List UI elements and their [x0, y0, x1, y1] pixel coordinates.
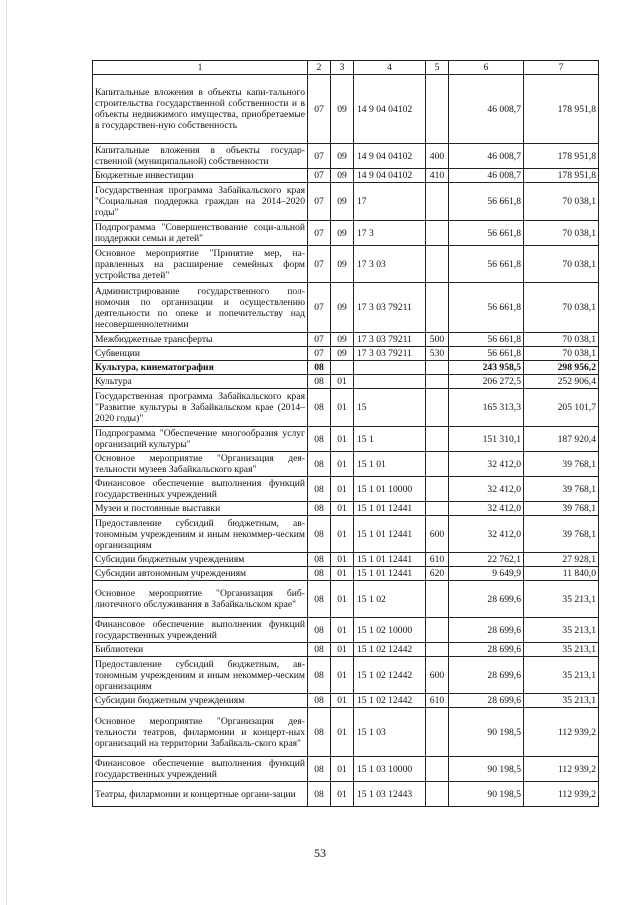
- expense-type-code: [426, 183, 449, 221]
- section-code: 08: [308, 427, 331, 452]
- subsection-code: 01: [331, 477, 354, 502]
- target-article-code: 15 1 03 10000: [354, 757, 426, 782]
- table-row: [93, 361, 599, 375]
- table-row: [93, 375, 599, 389]
- amount-year-2: 187 920,4: [524, 427, 599, 452]
- column-header: 1: [93, 61, 308, 75]
- table-row: [93, 333, 599, 347]
- amount-year-1: 22 762,1: [449, 553, 524, 567]
- section-code: 07: [308, 333, 331, 347]
- amount-year-1: 56 661,8: [449, 283, 524, 333]
- section-code: 08: [308, 477, 331, 502]
- section-code: 08: [308, 361, 331, 375]
- amount-year-2: 112 939,2: [524, 708, 599, 757]
- section-code: 07: [308, 221, 331, 246]
- subsection-code: 01: [331, 502, 354, 516]
- expense-type-code: [426, 782, 449, 807]
- table-header: [93, 61, 599, 75]
- expense-type-code: 410: [426, 169, 449, 183]
- amount-year-2: 35 213,1: [524, 643, 599, 657]
- amount-year-1: 56 661,8: [449, 221, 524, 246]
- amount-year-2: 70 038,1: [524, 347, 599, 361]
- item-name: Предоставление субсидий бюджетным, ав-тономным учреждениям и иным некоммер-ческим организациям: [93, 516, 308, 553]
- subsection-code: 09: [331, 144, 354, 169]
- table-row: [93, 581, 599, 618]
- section-code: 08: [308, 708, 331, 757]
- item-name: Субсидии автономным учреждениям: [93, 567, 308, 581]
- amount-year-2: 178 951,8: [524, 169, 599, 183]
- target-article-code: 15 1 01: [354, 452, 426, 477]
- subsection-code: 01: [331, 782, 354, 807]
- item-name: Культура: [93, 375, 308, 389]
- item-name: Субсидии бюджетным учреждениям: [93, 553, 308, 567]
- amount-year-2: 112 939,2: [524, 757, 599, 782]
- amount-year-1: 151 310,1: [449, 427, 524, 452]
- column-header: 3: [331, 61, 354, 75]
- column-header: 5: [426, 61, 449, 75]
- section-code: 07: [308, 144, 331, 169]
- item-name: Основное мероприятие "Организация биб-лиотечного обслуживания в Забайкальском крае": [93, 581, 308, 618]
- target-article-code: 15 1 01 12441: [354, 502, 426, 516]
- subsection-code: 01: [331, 452, 354, 477]
- amount-year-1: 56 661,8: [449, 183, 524, 221]
- expense-type-code: [426, 221, 449, 246]
- expense-type-code: [426, 427, 449, 452]
- amount-year-1: 90 198,5: [449, 708, 524, 757]
- amount-year-2: 39 768,1: [524, 516, 599, 553]
- item-name: Финансовое обеспечение выполнения функций государственных учреждений: [93, 757, 308, 782]
- table-row: [93, 516, 599, 553]
- table-row: [93, 283, 599, 333]
- section-code: 08: [308, 618, 331, 643]
- amount-year-2: 39 768,1: [524, 452, 599, 477]
- table-row: [93, 553, 599, 567]
- expense-type-code: 400: [426, 144, 449, 169]
- section-code: 08: [308, 782, 331, 807]
- target-article-code: 17 3 03 79211: [354, 333, 426, 347]
- subsection-code: 01: [331, 694, 354, 708]
- subsection-code: 01: [331, 708, 354, 757]
- subsection-code: 01: [331, 389, 354, 427]
- subsection-code: 01: [331, 757, 354, 782]
- subsection-code: 01: [331, 553, 354, 567]
- item-name: Государственная программа Забайкальского края "Социальная поддержка граждан на 2014–2020 годы": [93, 183, 308, 221]
- item-name: Финансовое обеспечение выполнения функций государственных учреждений: [93, 477, 308, 502]
- target-article-code: 15 1 02 12442: [354, 657, 426, 694]
- table-row: [93, 694, 599, 708]
- subsection-code: 01: [331, 618, 354, 643]
- amount-year-2: 39 768,1: [524, 477, 599, 502]
- expense-type-code: [426, 757, 449, 782]
- amount-year-1: 32 412,0: [449, 452, 524, 477]
- table-row: [93, 567, 599, 581]
- item-name: Культура, кинематография: [93, 361, 308, 375]
- item-name: Капитальные вложения в объекты государ-ственной (муниципальной) собственности: [93, 144, 308, 169]
- target-article-code: 15 1 01 12441: [354, 516, 426, 553]
- amount-year-2: 35 213,1: [524, 581, 599, 618]
- budget-table: [92, 60, 599, 807]
- section-code: 08: [308, 452, 331, 477]
- expense-type-code: [426, 361, 449, 375]
- expense-type-code: [426, 283, 449, 333]
- amount-year-2: 11 840,0: [524, 567, 599, 581]
- section-code: 07: [308, 347, 331, 361]
- amount-year-1: 28 699,6: [449, 581, 524, 618]
- subsection-code: 01: [331, 567, 354, 581]
- amount-year-1: 56 661,8: [449, 246, 524, 283]
- amount-year-1: 56 661,8: [449, 347, 524, 361]
- target-article-code: 15: [354, 389, 426, 427]
- expense-type-code: 600: [426, 516, 449, 553]
- table-row: [93, 452, 599, 477]
- amount-year-2: 178 951,8: [524, 75, 599, 144]
- amount-year-1: 46 008,7: [449, 144, 524, 169]
- item-name: Финансовое обеспечение выполнения функций государственных учреждений: [93, 618, 308, 643]
- target-article-code: 14 9 04 04102: [354, 75, 426, 144]
- table-row: [93, 389, 599, 427]
- expense-type-code: 530: [426, 347, 449, 361]
- amount-year-1: 32 412,0: [449, 516, 524, 553]
- table-row: [93, 708, 599, 757]
- section-code: 07: [308, 183, 331, 221]
- amount-year-2: 70 038,1: [524, 221, 599, 246]
- target-article-code: [354, 375, 426, 389]
- amount-year-2: 70 038,1: [524, 333, 599, 347]
- subsection-code: 01: [331, 581, 354, 618]
- amount-year-1: 165 313,3: [449, 389, 524, 427]
- table-row: [93, 347, 599, 361]
- expense-type-code: 610: [426, 694, 449, 708]
- page-number: 53: [314, 846, 326, 860]
- table-row: [93, 618, 599, 643]
- subsection-code: 01: [331, 427, 354, 452]
- table-row: [93, 427, 599, 452]
- amount-year-1: 206 272,5: [449, 375, 524, 389]
- target-article-code: 17 3 03 79211: [354, 283, 426, 333]
- target-article-code: 15 1 02 10000: [354, 618, 426, 643]
- expense-type-code: [426, 581, 449, 618]
- subsection-code: 09: [331, 283, 354, 333]
- section-code: 07: [308, 169, 331, 183]
- item-name: Бюджетные инвестиции: [93, 169, 308, 183]
- section-code: 08: [308, 553, 331, 567]
- amount-year-2: 35 213,1: [524, 694, 599, 708]
- expense-type-code: [426, 452, 449, 477]
- table-row: [93, 183, 599, 221]
- amount-year-2: 70 038,1: [524, 283, 599, 333]
- column-header: 4: [354, 61, 426, 75]
- amount-year-1: 32 412,0: [449, 502, 524, 516]
- item-name: Межбюджетные трансферты: [93, 333, 308, 347]
- target-article-code: 15 1 01 10000: [354, 477, 426, 502]
- subsection-code: 09: [331, 347, 354, 361]
- amount-year-2: 178 951,8: [524, 144, 599, 169]
- amount-year-1: 9 649,9: [449, 567, 524, 581]
- expense-type-code: 500: [426, 333, 449, 347]
- target-article-code: [354, 361, 426, 375]
- expense-type-code: 620: [426, 567, 449, 581]
- expense-type-code: 610: [426, 553, 449, 567]
- section-code: 07: [308, 75, 331, 144]
- table-row: [93, 144, 599, 169]
- target-article-code: 17 3 03: [354, 246, 426, 283]
- amount-year-1: 243 958,5: [449, 361, 524, 375]
- table-row: [93, 757, 599, 782]
- table-row: [93, 782, 599, 807]
- expense-type-code: [426, 643, 449, 657]
- target-article-code: 15 1 02 12442: [354, 643, 426, 657]
- table-row: [93, 75, 599, 144]
- section-code: 08: [308, 581, 331, 618]
- amount-year-1: 46 008,7: [449, 169, 524, 183]
- item-name: Администрирование государственного пол-номочия по организации и осуществлению деятельности по опеке и попечительству над несовершеннолетними: [93, 283, 308, 333]
- section-code: 08: [308, 502, 331, 516]
- amount-year-1: 28 699,6: [449, 694, 524, 708]
- amount-year-1: 90 198,5: [449, 782, 524, 807]
- item-name: Капитальные вложения в объекты капи-тального строительства государственной собственности и в объекты недвижимого имущества, приобретаемые в государствен-ную собственность: [93, 75, 308, 144]
- item-name: Государственная программа Забайкальского края "Развитие культуры в Забайкальском крае (2014–2020 годы)": [93, 389, 308, 427]
- expense-type-code: [426, 375, 449, 389]
- table-row: [93, 169, 599, 183]
- section-code: 08: [308, 643, 331, 657]
- amount-year-2: 252 906,4: [524, 375, 599, 389]
- amount-year-1: 56 661,8: [449, 333, 524, 347]
- subsection-code: 01: [331, 516, 354, 553]
- amount-year-2: 27 928,1: [524, 553, 599, 567]
- subsection-code: 01: [331, 375, 354, 389]
- subsection-code: 01: [331, 643, 354, 657]
- subsection-code: 09: [331, 75, 354, 144]
- item-name: Основное мероприятие "Организация дея-тельности театров, филармонии и концерт-ных организаций на территории Забайкаль-ского края": [93, 708, 308, 757]
- table-row: [93, 246, 599, 283]
- target-article-code: 15 1: [354, 427, 426, 452]
- section-code: 07: [308, 246, 331, 283]
- section-code: 08: [308, 657, 331, 694]
- section-code: 08: [308, 694, 331, 708]
- amount-year-1: 32 412,0: [449, 477, 524, 502]
- item-name: Предоставление субсидий бюджетным, ав-тономным учреждениям и иным некоммер-ческим организациям: [93, 657, 308, 694]
- table-row: [93, 643, 599, 657]
- target-article-code: 17: [354, 183, 426, 221]
- amount-year-1: 28 699,6: [449, 657, 524, 694]
- amount-year-2: 35 213,1: [524, 657, 599, 694]
- amount-year-1: 28 699,6: [449, 618, 524, 643]
- section-code: 07: [308, 283, 331, 333]
- subsection-code: 09: [331, 183, 354, 221]
- item-name: Субвенции: [93, 347, 308, 361]
- target-article-code: 14 9 04 04102: [354, 144, 426, 169]
- column-header: 7: [524, 61, 599, 75]
- section-code: 08: [308, 757, 331, 782]
- amount-year-1: 90 198,5: [449, 757, 524, 782]
- item-name: Субсидии бюджетным учреждениям: [93, 694, 308, 708]
- amount-year-2: 39 768,1: [524, 502, 599, 516]
- amount-year-2: 70 038,1: [524, 183, 599, 221]
- item-name: Библиотеки: [93, 643, 308, 657]
- subsection-code: 09: [331, 169, 354, 183]
- amount-year-2: 205 101,7: [524, 389, 599, 427]
- item-name: Театры, филармонии и концертные органи-зации: [93, 782, 308, 807]
- target-article-code: 15 1 02: [354, 581, 426, 618]
- subsection-code: 09: [331, 246, 354, 283]
- column-header: 2: [308, 61, 331, 75]
- target-article-code: 15 1 02 12442: [354, 694, 426, 708]
- amount-year-2: 70 038,1: [524, 246, 599, 283]
- amount-year-2: 112 939,2: [524, 782, 599, 807]
- amount-year-1: 28 699,6: [449, 643, 524, 657]
- subsection-code: 09: [331, 221, 354, 246]
- table-row: [93, 221, 599, 246]
- section-code: 08: [308, 375, 331, 389]
- target-article-code: 15 1 03: [354, 708, 426, 757]
- subsection-code: [331, 361, 354, 375]
- expense-type-code: [426, 708, 449, 757]
- table-body: [93, 75, 599, 807]
- subsection-code: 09: [331, 333, 354, 347]
- amount-year-2: 298 956,2: [524, 361, 599, 375]
- target-article-code: 17 3: [354, 221, 426, 246]
- section-code: 08: [308, 389, 331, 427]
- table-row: [93, 502, 599, 516]
- expense-type-code: [426, 618, 449, 643]
- table-row: [93, 477, 599, 502]
- target-article-code: 15 1 01 12441: [354, 567, 426, 581]
- scan-edge-line: [6, 0, 7, 905]
- column-header: 6: [449, 61, 524, 75]
- target-article-code: 15 1 01 12441: [354, 553, 426, 567]
- target-article-code: 15 1 03 12443: [354, 782, 426, 807]
- item-name: Подпрограмма "Обеспечение многообразия услуг организаций культуры": [93, 427, 308, 452]
- expense-type-code: [426, 75, 449, 144]
- expense-type-code: [426, 502, 449, 516]
- amount-year-1: 46 008,7: [449, 75, 524, 144]
- item-name: Музеи и постоянные выставки: [93, 502, 308, 516]
- expense-type-code: [426, 477, 449, 502]
- item-name: Основное мероприятие "Организация дея-тельности музеев Забайкальского края": [93, 452, 308, 477]
- header-row: [93, 61, 599, 75]
- item-name: Основное мероприятие "Принятие мер, на-правленных на расширение семейных форм устройства детей": [93, 246, 308, 283]
- target-article-code: 17 3 03 79211: [354, 347, 426, 361]
- target-article-code: 14 9 04 04102: [354, 169, 426, 183]
- subsection-code: 01: [331, 657, 354, 694]
- section-code: 08: [308, 567, 331, 581]
- expense-type-code: [426, 246, 449, 283]
- expense-type-code: [426, 389, 449, 427]
- table-row: [93, 657, 599, 694]
- expense-type-code: 600: [426, 657, 449, 694]
- item-name: Подпрограмма "Совершенствование соци-альной поддержки семьи и детей": [93, 221, 308, 246]
- amount-year-2: 35 213,1: [524, 618, 599, 643]
- section-code: 08: [308, 516, 331, 553]
